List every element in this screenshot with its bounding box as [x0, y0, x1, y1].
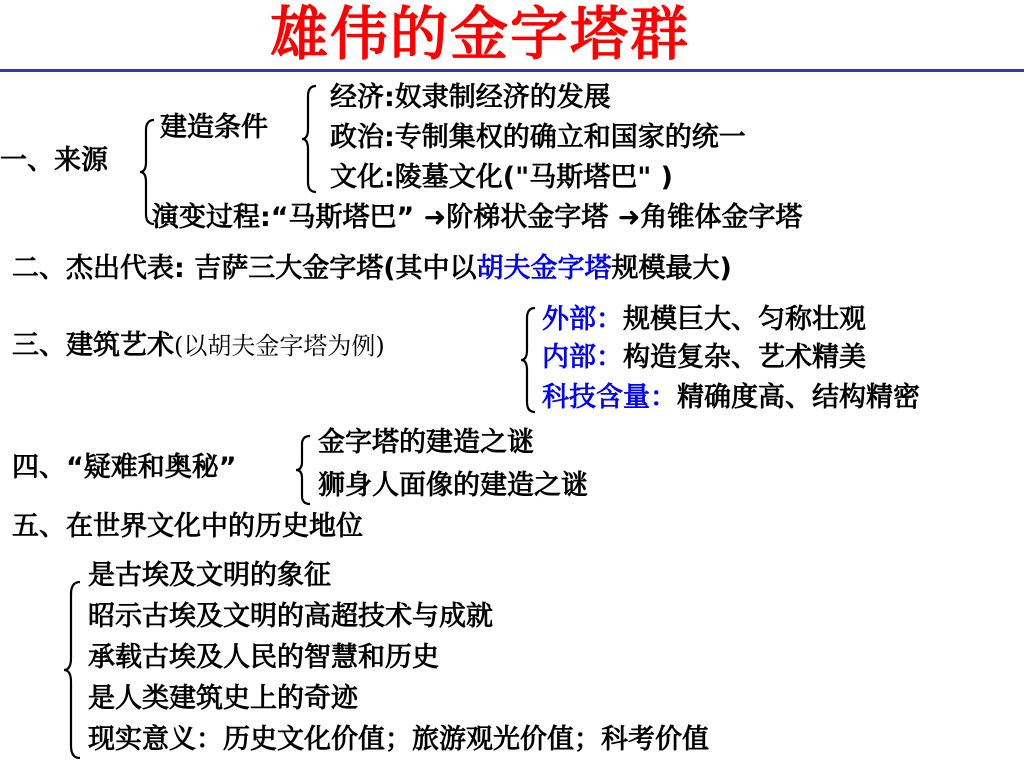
section5-heading: 五、在世界文化中的历史地位: [12, 511, 363, 542]
slide-title: 雄伟的金字塔群: [269, 0, 690, 68]
art-text-interior: 构造复杂、艺术精美: [623, 342, 866, 373]
condition-culture: 文化:陵墓文化("马斯塔巴" ): [330, 162, 674, 193]
art-label-exterior: 外部：: [542, 304, 623, 335]
section2-suffix: 规模最大): [611, 253, 732, 284]
mystery-sphinx: 狮身人面像的建造之谜: [318, 470, 588, 501]
art-label-interior: 内部：: [542, 342, 623, 373]
art-label-technology: 科技含量：: [542, 382, 677, 413]
art-item-interior: [542, 342, 866, 374]
mystery-pyramid: 金字塔的建造之谜: [318, 427, 534, 458]
section3-heading: 三、建筑艺术: [12, 330, 174, 361]
section3-brace: [519, 306, 539, 414]
section3-heading-line: [12, 330, 385, 362]
section4-brace: [294, 434, 314, 506]
conditions-label: 建造条件: [160, 112, 268, 143]
evolution-process: 演变过程:“马斯塔巴” ➜阶梯状金字塔 ➜角锥体金字塔: [152, 202, 803, 233]
art-text-exterior: 规模巨大、匀称壮观: [623, 304, 866, 335]
status-item-achievement: 昭示古埃及文明的高超技术与成就: [88, 601, 493, 632]
section4-heading: 四、“疑难和奥秘”: [12, 452, 237, 483]
conditions-brace: [300, 84, 320, 194]
section2-prefix: 二、杰出代表: 吉萨三大金字塔(其中以: [12, 253, 477, 284]
art-text-technology: 精确度高、结构精密: [677, 382, 920, 413]
status-item-symbol: 是古埃及文明的象征: [88, 560, 331, 591]
art-item-exterior: [542, 304, 866, 336]
title-divider: [0, 69, 1024, 72]
section1-heading: 一、来源: [0, 145, 108, 176]
status-item-wonder: 是人类建筑史上的奇迹: [88, 683, 358, 714]
section2-line: [12, 253, 732, 285]
status-item-wisdom: 承载古埃及人民的智慧和历史: [88, 642, 439, 673]
condition-politics: 政治:专制集权的确立和国家的统一: [330, 122, 746, 153]
art-item-technology: [542, 382, 920, 414]
condition-economy: 经济:奴隶制经济的发展: [330, 82, 611, 113]
section3-note: (以胡夫金字塔为例): [174, 332, 385, 360]
khufu-highlight: 胡夫金字塔: [476, 253, 612, 284]
status-item-modern-value: 现实意义：历史文化价值；旅游观光价值；科考价值: [88, 724, 709, 755]
section5-brace: [62, 580, 84, 760]
